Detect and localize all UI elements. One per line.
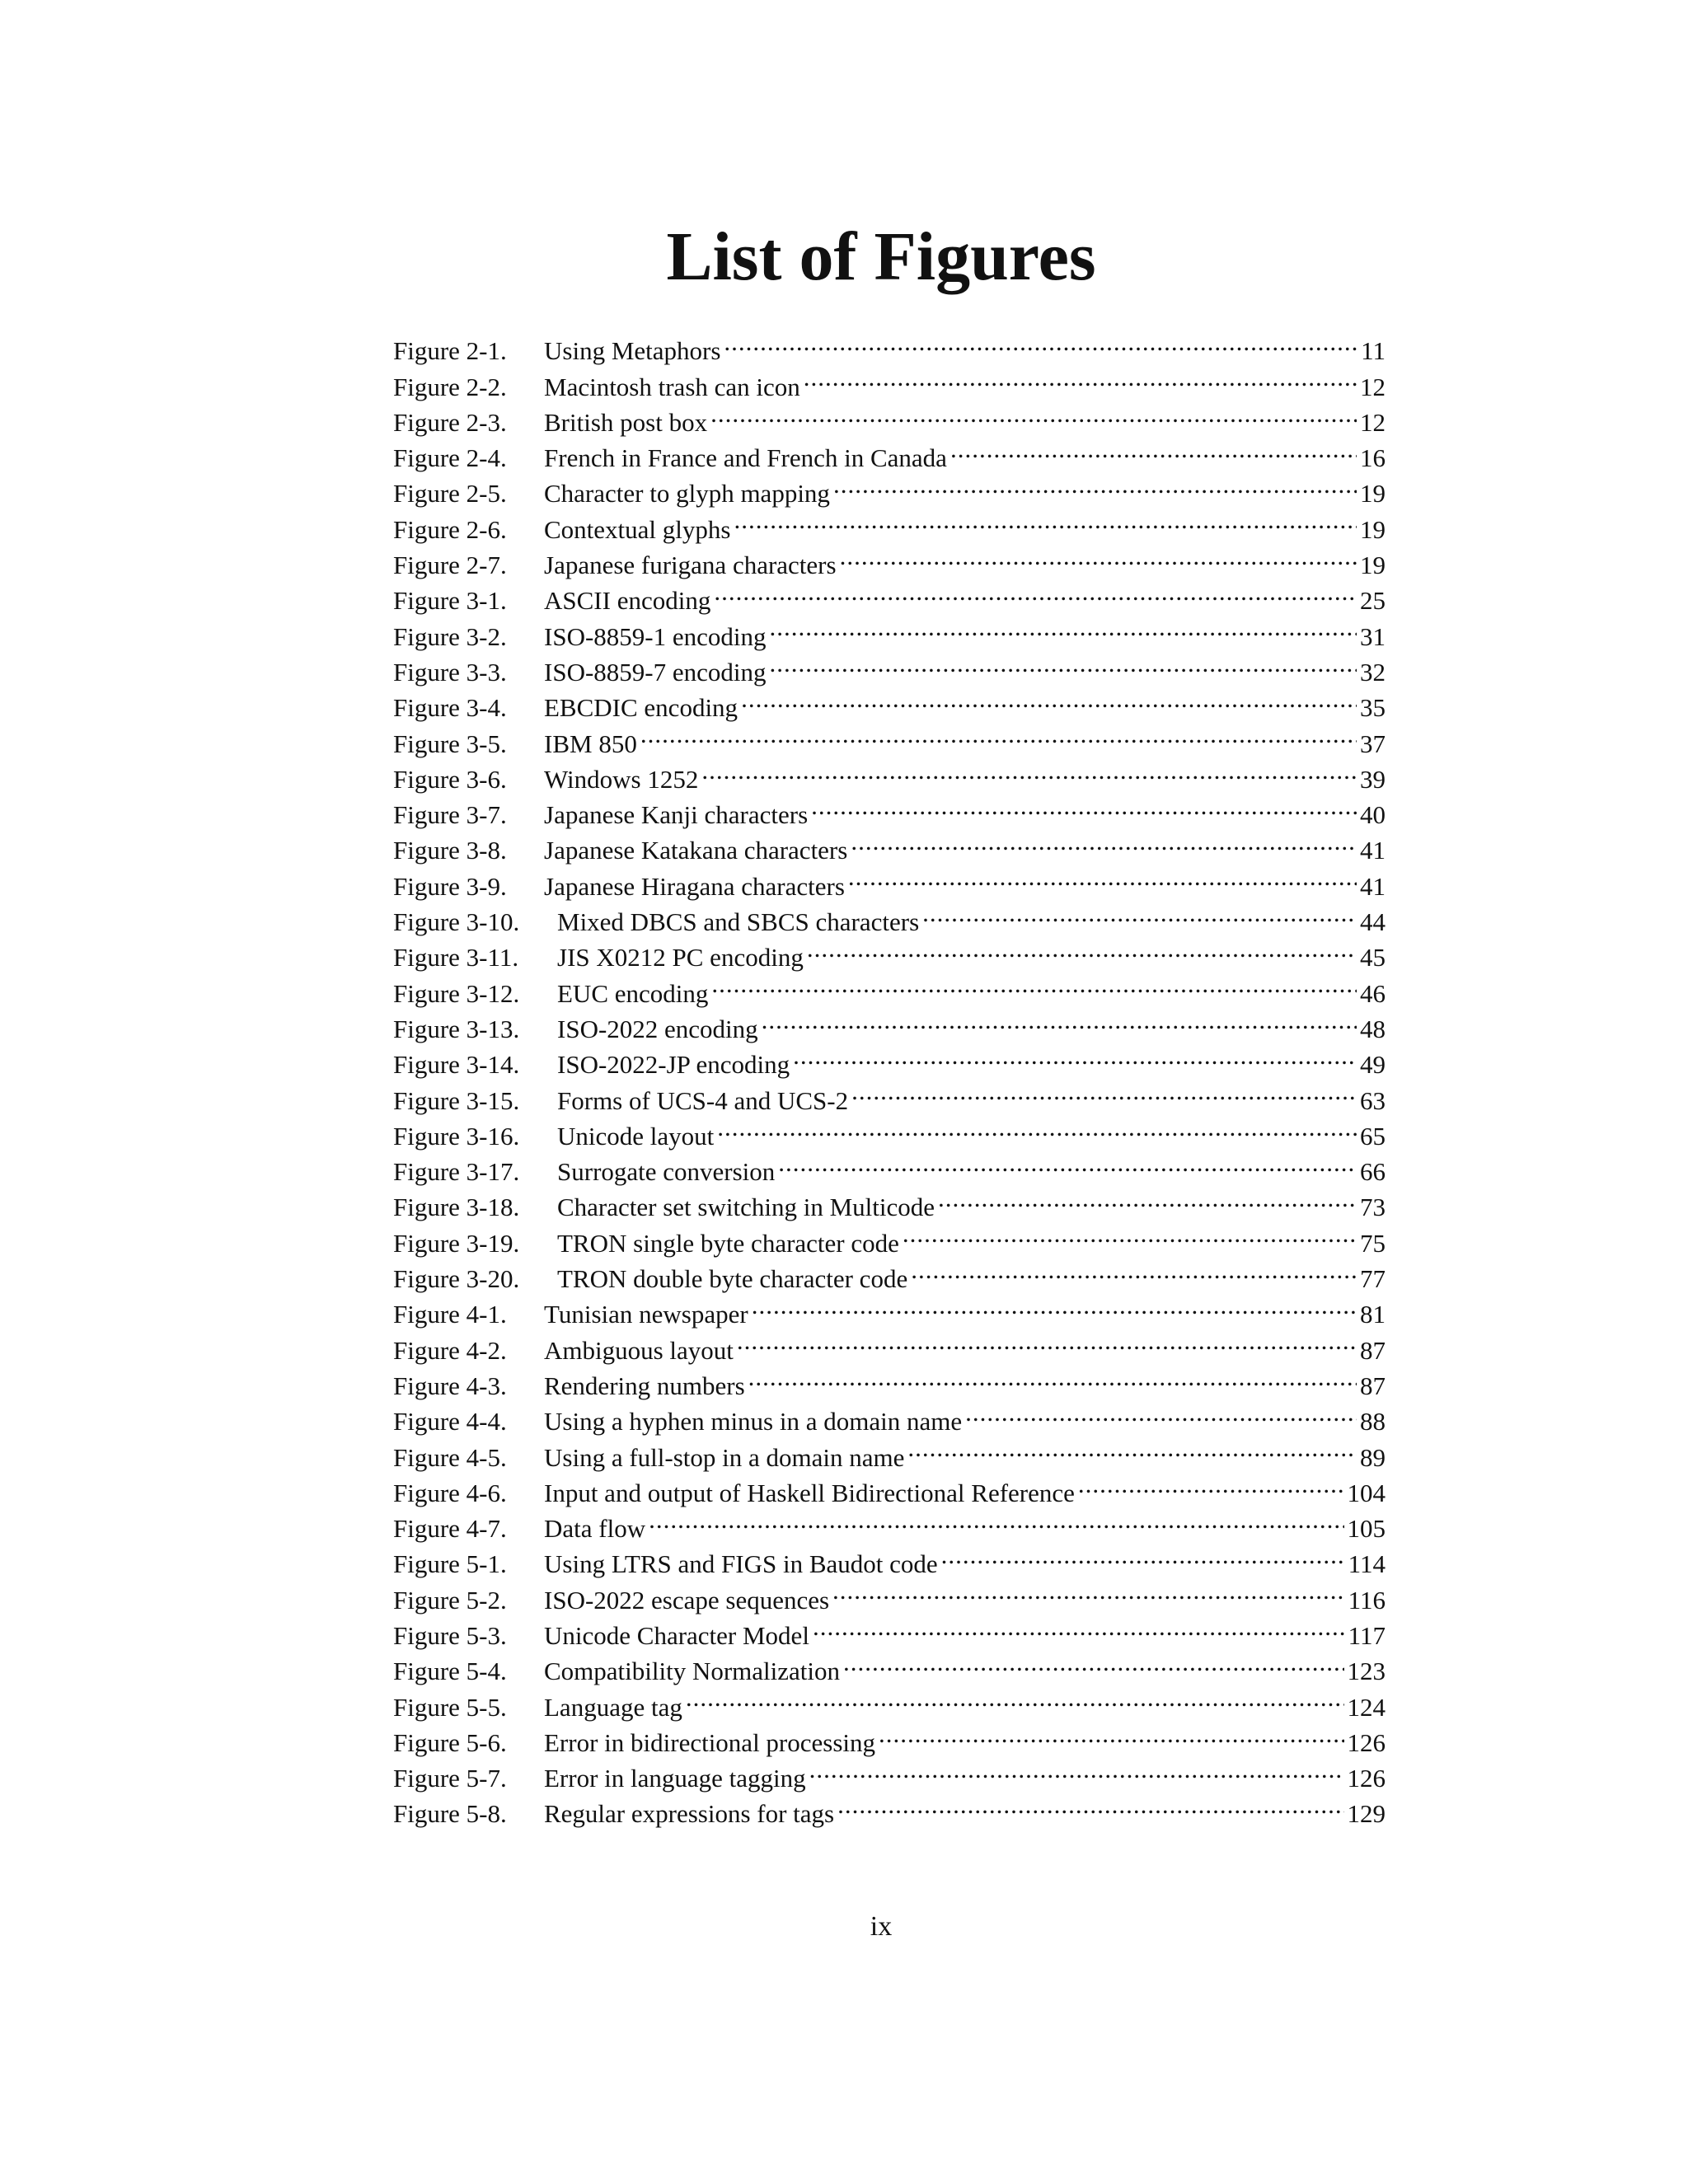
figure-page-number: 41 (1360, 836, 1386, 865)
figure-number: Figure 4-5. (393, 1442, 507, 1472)
dot-leader (793, 1038, 1357, 1073)
figure-number: Figure 2-2. (393, 372, 507, 401)
figure-number: Figure 3-15. (393, 1085, 520, 1115)
dot-leader (837, 1787, 1343, 1822)
figure-number: Figure 2-4. (393, 443, 507, 473)
figure-title: Character to glyph mapping (544, 479, 830, 509)
figure-title: Data flow (544, 1514, 646, 1544)
figure-title: IBM 850 (544, 729, 637, 758)
dot-leader (752, 1287, 1357, 1323)
figure-title: Japanese Kanji characters (544, 800, 809, 830)
dot-leader (701, 752, 1357, 788)
figure-page-number: 35 (1360, 693, 1386, 723)
figure-title: Tunisian newspaper (544, 1300, 748, 1329)
figure-page-number: 25 (1360, 586, 1386, 616)
figure-title: Using a hyphen minus in a domain name (544, 1407, 963, 1436)
figure-page-number: 116 (1348, 1585, 1386, 1615)
figure-title: Character set switching in Multicode (557, 1193, 935, 1222)
figure-number: Figure 3-13. (393, 1014, 520, 1043)
dot-leader (843, 1644, 1343, 1680)
figure-number: Figure 3-17. (393, 1157, 520, 1187)
figure-title: Error in language tagging (544, 1764, 806, 1793)
dot-leader (762, 1002, 1357, 1038)
figure-number: Figure 5-2. (393, 1585, 507, 1615)
dot-leader (813, 1609, 1345, 1644)
figure-page-number: 19 (1360, 514, 1386, 544)
figure-page-number: 77 (1360, 1264, 1386, 1294)
dot-leader (737, 1323, 1357, 1358)
figure-title: Unicode layout (557, 1121, 715, 1151)
figure-page-number: 40 (1360, 800, 1386, 830)
dot-leader (769, 645, 1357, 681)
figure-number: Figure 3-18. (393, 1193, 520, 1222)
figure-list (393, 324, 1386, 1829)
figure-title: Unicode Character Model (544, 1620, 809, 1650)
dot-leader (686, 1680, 1344, 1715)
figure-title: Macintosh trash can icon (544, 372, 800, 401)
figure-number: Figure 5-4. (393, 1657, 507, 1686)
dot-leader (941, 1537, 1345, 1572)
dot-leader (851, 823, 1357, 859)
figure-page-number: 49 (1360, 1050, 1386, 1080)
figure-title: Compatibility Normalization (544, 1657, 841, 1686)
figure-page-number: 66 (1360, 1157, 1386, 1187)
figure-title: Japanese Katakana characters (544, 836, 848, 865)
figure-number: Figure 5-5. (393, 1692, 507, 1722)
figure-page-number: 32 (1360, 657, 1386, 687)
figure-number: Figure 4-3. (393, 1371, 507, 1400)
dot-leader (710, 396, 1357, 431)
figure-number: Figure 3-20. (393, 1264, 520, 1294)
figure-number: Figure 3-5. (393, 729, 507, 758)
dot-leader (741, 681, 1357, 716)
dot-leader (907, 1430, 1357, 1465)
figure-page-number: 31 (1360, 621, 1386, 651)
figure-number: Figure 3-9. (393, 871, 507, 901)
dot-leader (807, 930, 1357, 966)
figure-number: Figure 3-8. (393, 836, 507, 865)
figure-number: Figure 2-7. (393, 551, 507, 580)
figure-number: Figure 3-12. (393, 978, 520, 1008)
figure-title: Input and output of Haskell Bidirectional Reference (544, 1478, 1075, 1507)
figure-number: Figure 5-3. (393, 1620, 507, 1650)
figure-number: Figure 3-4. (393, 693, 507, 723)
figure-number: Figure 5-1. (393, 1549, 507, 1579)
dot-leader (724, 324, 1357, 359)
figure-number: Figure 3-2. (393, 621, 507, 651)
figure-title: ISO-2022 encoding (557, 1014, 758, 1043)
figure-number: Figure 3-7. (393, 800, 507, 830)
dot-leader (832, 1572, 1345, 1608)
figure-title: Surrogate conversion (557, 1157, 776, 1187)
figure-title: ISO-2022-JP encoding (557, 1050, 790, 1080)
page-title: List of Figures (666, 218, 1096, 295)
dot-leader (840, 538, 1357, 574)
dot-leader (833, 466, 1357, 502)
figure-page-number: 19 (1360, 479, 1386, 509)
figure-page-number: 12 (1360, 372, 1386, 401)
figure-page-number: 63 (1360, 1085, 1386, 1115)
figure-page-number: 126 (1347, 1764, 1386, 1793)
figure-number: Figure 3-1. (393, 586, 507, 616)
figure-title: ISO-8859-1 encoding (544, 621, 767, 651)
figure-title: Mixed DBCS and SBCS characters (557, 907, 920, 937)
figure-page-number: 41 (1360, 871, 1386, 901)
figure-title: Rendering numbers (544, 1371, 745, 1400)
figure-number: Figure 5-8. (393, 1799, 507, 1829)
figure-number: Figure 2-1. (393, 336, 507, 366)
figure-number: Figure 3-10. (393, 907, 520, 937)
dot-leader (851, 1073, 1357, 1108)
figure-title: Contextual glyphs (544, 514, 731, 544)
figure-title: Using a full-stop in a domain name (544, 1442, 905, 1472)
figure-title: TRON single byte character code (557, 1228, 899, 1258)
dot-leader (950, 431, 1357, 466)
figure-number: Figure 3-11. (393, 943, 519, 972)
figure-page-number: 73 (1360, 1193, 1386, 1222)
figure-page-number: 87 (1360, 1335, 1386, 1365)
figure-page-number: 45 (1360, 943, 1386, 972)
figure-title: EBCDIC encoding (544, 693, 738, 723)
figure-number: Figure 4-1. (393, 1300, 507, 1329)
figure-number: Figure 4-7. (393, 1514, 507, 1544)
dot-leader (714, 574, 1357, 609)
figure-title: ASCII encoding (544, 586, 711, 616)
dot-leader (903, 1216, 1357, 1251)
dot-leader (778, 1145, 1357, 1180)
figure-page-number: 117 (1348, 1620, 1386, 1650)
dot-leader (965, 1394, 1357, 1430)
figure-entry-1[interactable] (393, 324, 1386, 366)
figure-page-number: 126 (1347, 1727, 1386, 1757)
dot-leader (911, 1252, 1357, 1287)
figure-page-number: 114 (1348, 1549, 1386, 1579)
figure-title: Language tag (544, 1692, 682, 1722)
figure-title: Ambiguous layout (544, 1335, 734, 1365)
figure-page-number: 16 (1360, 443, 1386, 473)
figure-title: ISO-8859-7 encoding (544, 657, 767, 687)
figure-title: Regular expressions for tags (544, 1799, 835, 1829)
figure-page-number: 104 (1347, 1478, 1386, 1507)
dot-leader (811, 788, 1357, 823)
figure-title: Windows 1252 (544, 764, 699, 794)
figure-title: TRON double byte character code (557, 1264, 908, 1294)
figure-page-number: 37 (1360, 729, 1386, 758)
figure-page-number: 11 (1361, 336, 1386, 366)
figure-title: Using LTRS and FIGS in Baudot code (544, 1549, 938, 1579)
figure-page-number: 46 (1360, 978, 1386, 1008)
figure-title: ISO-2022 escape sequences (544, 1585, 830, 1615)
figure-page-number: 39 (1360, 764, 1386, 794)
figure-title: Japanese Hiragana characters (544, 871, 845, 901)
figure-title: British post box (544, 407, 708, 437)
dot-leader (717, 1109, 1357, 1145)
figure-number: Figure 2-6. (393, 514, 507, 544)
dot-leader (848, 859, 1357, 894)
figure-title: EUC encoding (557, 978, 709, 1008)
figure-page-number: 89 (1360, 1442, 1386, 1472)
figure-page-number: 129 (1347, 1799, 1386, 1829)
figure-number: Figure 3-3. (393, 657, 507, 687)
dot-leader (734, 502, 1357, 537)
figure-page-number: 123 (1347, 1657, 1386, 1686)
figure-page-number: 19 (1360, 551, 1386, 580)
figure-number: Figure 5-6. (393, 1727, 507, 1757)
figure-title: JIS X0212 PC encoding (557, 943, 804, 972)
dot-leader (748, 1359, 1357, 1394)
dot-leader (640, 716, 1357, 752)
figure-title: Using Metaphors (544, 336, 721, 366)
figure-page-number: 44 (1360, 907, 1386, 937)
dot-leader (809, 1751, 1344, 1787)
figure-title: Error in bidirectional processing (544, 1727, 876, 1757)
figure-page-number: 65 (1360, 1121, 1386, 1151)
figure-number: Figure 3-16. (393, 1121, 520, 1151)
figure-title: Japanese furigana characters (544, 551, 837, 580)
figure-title: Forms of UCS-4 and UCS-2 (557, 1085, 849, 1115)
figure-page-number: 81 (1360, 1300, 1386, 1329)
figure-number: Figure 4-6. (393, 1478, 507, 1507)
figure-page-number: 75 (1360, 1228, 1386, 1258)
dot-leader (922, 895, 1357, 930)
figure-title: French in France and French in Canada (544, 443, 947, 473)
dot-leader (804, 359, 1357, 395)
figure-page-number: 87 (1360, 1371, 1386, 1400)
figure-page-number: 12 (1360, 407, 1386, 437)
figure-number: Figure 3-6. (393, 764, 507, 794)
figure-number: Figure 3-19. (393, 1228, 520, 1258)
dot-leader (1078, 1466, 1344, 1502)
dot-leader (879, 1716, 1343, 1751)
figure-page-number: 88 (1360, 1407, 1386, 1436)
figure-number: Figure 2-5. (393, 479, 507, 509)
dot-leader (938, 1180, 1357, 1216)
figure-page-number: 48 (1360, 1014, 1386, 1043)
figure-number: Figure 4-4. (393, 1407, 507, 1436)
figure-number: Figure 2-3. (393, 407, 507, 437)
figure-number: Figure 3-14. (393, 1050, 520, 1080)
dot-leader (711, 966, 1357, 1001)
dot-leader (769, 609, 1357, 644)
dot-leader (649, 1502, 1343, 1537)
figure-page-number: 105 (1347, 1514, 1386, 1544)
figure-number: Figure 4-2. (393, 1335, 507, 1365)
figure-number: Figure 5-7. (393, 1764, 507, 1793)
figure-page-number: 124 (1347, 1692, 1386, 1722)
page-number: ix (870, 1911, 893, 1942)
